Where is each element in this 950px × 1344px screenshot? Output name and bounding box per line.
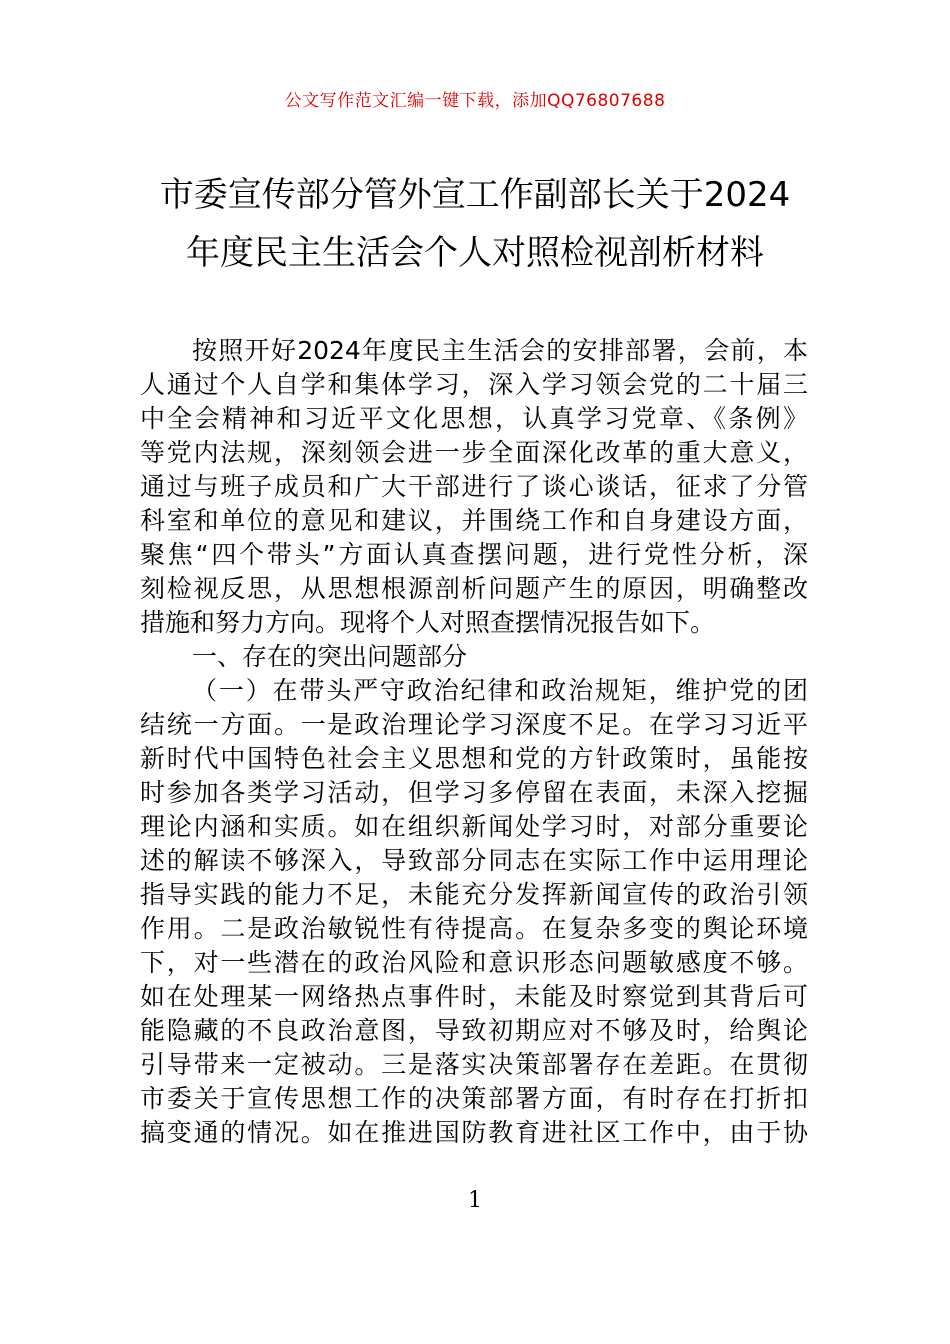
body-line: 理论内涵和实质。如在组织新闻处学习时，对部分重要论 <box>140 812 808 841</box>
title-line-2: 年度民主生活会个人对照检视剖析材料 <box>186 233 764 273</box>
header-download-note: 公文写作范文汇编一键下载，添加QQ76807688 <box>284 91 666 111</box>
body-line: 通过与班子成员和广大干部进行了谈心谈话，征求了分管 <box>140 472 808 501</box>
document-body <box>140 334 808 1150</box>
body-line: 结统一方面。一是政治理论学习深度不足。在学习习近平 <box>140 710 808 739</box>
body-line: 述的解读不够深入，导致部分同志在实际工作中运用理论 <box>140 846 808 875</box>
body-line: 搞变通的情况。如在推进国防教育进社区工作中，由于协 <box>140 1118 808 1147</box>
body-line: 科室和单位的意见和建议，并围绕工作和自身建设方面， <box>140 506 808 535</box>
body-line: 市委关于宣传思想工作的决策部署方面，有时存在打折扣 <box>140 1084 808 1113</box>
body-line: 作用。二是政治敏锐性有待提高。在复杂多变的舆论环境 <box>140 914 808 943</box>
body-line: 新时代中国特色社会主义思想和党的方针政策时，虽能按 <box>140 744 808 773</box>
body-line: 措施和努力方向。现将个人对照查摆情况报告如下。 <box>140 608 716 637</box>
body-line: 时参加各类学习活动，但学习多停留在表面，未深入挖掘 <box>140 778 808 807</box>
body-line: 下，对一些潜在的政治风险和意识形态问题敏感度不够。 <box>140 948 808 977</box>
title-line-1: 市委宣传部分管外宣工作副部长关于2024 <box>159 175 791 215</box>
body-line: 如在处理某一网络热点事件时，未能及时察觉到其背后可 <box>140 982 808 1011</box>
body-line: 引导带来一定被动。三是落实决策部署存在差距。在贯彻 <box>140 1050 808 1079</box>
body-line: 中全会精神和习近平文化思想，认真学习党章、《条例》 <box>140 404 808 433</box>
body-line: 聚焦“四个带头”方面认真查摆问题，进行党性分析，深 <box>140 540 808 569</box>
body-line: （一）在带头严守政治纪律和政治规矩，维护党的团 <box>192 676 808 705</box>
body-line: 刻检视反思，从思想根源剖析问题产生的原因，明确整改 <box>140 574 808 603</box>
body-line: 指导实践的能力不足，未能充分发挥新闻宣传的政治引领 <box>140 880 808 909</box>
document-title <box>120 166 830 282</box>
body-line: 能隐藏的不良政治意图，导致初期应对不够及时，给舆论 <box>140 1016 808 1045</box>
page-number: 1 <box>468 1188 482 1213</box>
body-line: 人通过个人自学和集体学习，深入学习领会党的二十届三 <box>140 370 808 399</box>
body-line: 等党内法规，深刻领会进一步全面深化改革的重大意义， <box>140 438 808 467</box>
body-line: 按照开好2024年度民主生活会的安排部署，会前，本 <box>192 336 808 365</box>
section-heading: 一、存在的突出问题部分 <box>192 642 468 671</box>
